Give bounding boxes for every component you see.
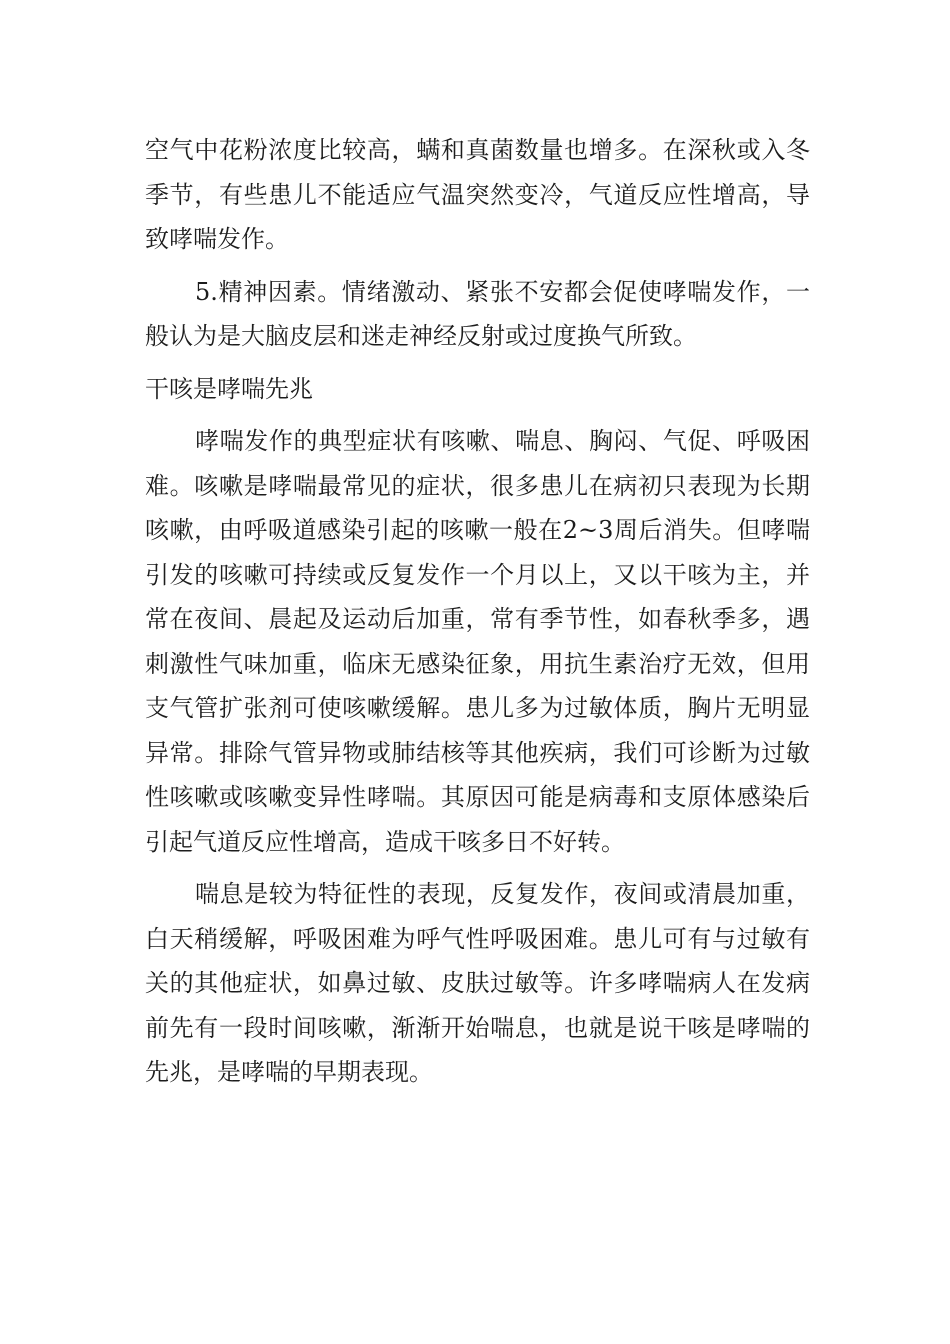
document-body bbox=[145, 128, 810, 1103]
paragraph-pollen-season: 空气中花粉浓度比较高，螨和真菌数量也增多。在深秋或入冬季节，有些患儿不能适应气温突然变冷，气道反应性增高，导致哮喘发作。 bbox=[145, 136, 810, 253]
paragraph-wheezing: 喘息是较为特征性的表现，反复发作，夜间或清晨加重，白天稍缓解，呼吸困难为呼气性呼吸困难。患儿可有与过敏有关的其他症状，如鼻过敏、皮肤过敏等。许多哮喘病人在发病前先有一段时间咳嗽，渐渐开始喘息，也就是说干咳是哮喘的先兆，是哮喘的早期表现。 bbox=[145, 880, 810, 1086]
section-heading: 干咳是哮喘先兆 bbox=[145, 374, 313, 403]
paragraph-mental-factors: 5.精神因素。情绪激动、紧张不安都会促使哮喘发作，一般认为是大脑皮层和迷走神经反射或过度换气所致。 bbox=[145, 277, 810, 350]
paragraph-cough-symptoms: 哮喘发作的典型症状有咳嗽、喘息、胸闷、气促、呼吸困难。咳嗽是哮喘最常见的症状，很多患儿在病初只表现为长期咳嗽，由呼吸道感染引起的咳嗽一般在2~3周后消失。但哮喘引发的咳嗽可持续或反复发作一个月以上，又以干咳为主，并常在夜间、晨起及运动后加重，常有季节性，如春秋季多，遇刺激性气味加重，临床无感染征象，用抗生素治疗无效，但用支气管扩张剂可使咳嗽缓解。患儿多为过敏体质，胸片无明显异常。排除气管异物或肺结核等其他疾病，我们可诊断为过敏性咳嗽或咳嗽变异性哮喘。其原因可能是病毒和支原体感染后引起气道反应性增高，造成干咳多日不好转。 bbox=[145, 427, 810, 856]
